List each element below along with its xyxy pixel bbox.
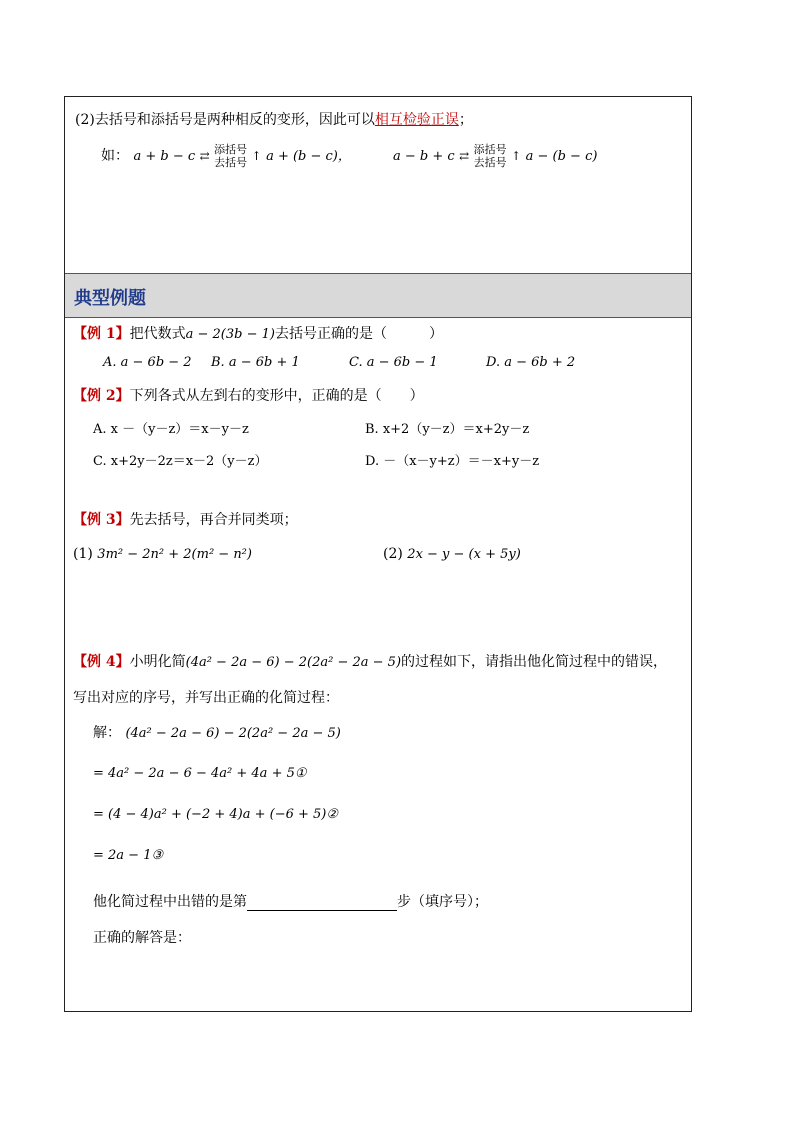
example-1-tag: 【例 1】 (73, 326, 130, 342)
example-line-2 (393, 143, 597, 169)
ex1-double-arrow-icon: ⇄ (199, 149, 210, 163)
note-prefix: (2)去括号和添括号是两种相反的变形，因此可以 (75, 112, 375, 128)
solution-step-1: = 4a² − 2a − 6 − 4a² + 4a + 5① (93, 766, 307, 781)
example-3-stem (73, 509, 298, 529)
example-2-option-b: B. x+2（y－z）＝x+2y－z (365, 422, 530, 437)
note-highlight: 相互检验正误 (374, 112, 459, 128)
ex2-left-expr: a − b + c (393, 149, 455, 164)
example-4-stem-a: 小明化简 (129, 654, 186, 670)
q2-label: (2) (383, 546, 403, 562)
example-2-tag: 【例 2】 (73, 388, 130, 404)
example-4-stem (73, 651, 667, 671)
example-4-tag: 【例 4】 (73, 654, 130, 670)
example-4-stem-line-2: 写出对应的序号，并写出正确的化简过程： (73, 690, 339, 706)
ex1-up-arrow-icon: ↑ (251, 149, 262, 163)
ex1-right-expr: a + (b − c)， (266, 149, 351, 164)
q1-label: (1) (73, 546, 93, 562)
example-1-option-c: C. a − 6b − 1 (349, 355, 438, 370)
ex2-up-arrow-icon: ↑ (511, 149, 522, 163)
example-1-stem (73, 323, 443, 343)
ex2-right-expr: a − (b − c) (525, 149, 598, 164)
example-2-option-d: D. －（x－y+z）＝－x+y－z (365, 454, 540, 469)
example-1-option-d: D. a − 6b + 2 (486, 355, 576, 370)
solution-label: 解： (93, 725, 121, 741)
ex1-bottom-label: 去括号 (214, 156, 248, 169)
example-2-stem-text: 下列各式从左到右的变形中，正确的是（ ） (129, 388, 424, 404)
solution-line (93, 722, 341, 742)
ex2-bottom-label: 去括号 (473, 156, 507, 169)
answer-blank[interactable] (247, 896, 397, 911)
correct-answer-label: 正确的解答是： (93, 930, 191, 946)
q1-expr: 3m² − 2n² + 2(m² − n²) (97, 547, 252, 562)
ex2-top-label: 添括号 (473, 143, 507, 156)
example-3-stem-text: 先去括号，再合并同类项； (129, 512, 298, 528)
example-2-option-c: C. x+2y－2z＝x－2（y－z） (93, 454, 268, 469)
example-3-question-1 (73, 546, 252, 562)
error-step-question (93, 891, 488, 911)
solution-step-3: = 2a − 1③ (93, 848, 164, 863)
section-header (65, 273, 691, 318)
note-line (75, 109, 473, 129)
content-frame (64, 96, 692, 1012)
example-4-stem-b: 的过程如下，请指出他化简过程中的错误， (401, 654, 668, 670)
section-title: 典型例题 (74, 288, 146, 309)
example-1-option-a: A. a − 6b − 2 (103, 355, 192, 370)
ex2-operation-labels (474, 143, 507, 169)
ex1-left-expr: a + b − c (133, 149, 196, 164)
error-step-prefix: 他化简过程中出错的是第 (93, 894, 247, 910)
example-4-expr: (4a² − 2a − 6) − 2(2a² − 2a − 5) (185, 655, 402, 670)
example-line-1 (101, 143, 351, 169)
solution-step-2: = (4 − 4)a² + (−2 + 4)a + (−6 + 5)② (93, 807, 339, 822)
example-2-option-a: A. x －（y－z）＝x－y－z (93, 422, 249, 437)
ex2-double-arrow-icon: ⇄ (459, 149, 470, 163)
example-3-question-2 (383, 546, 521, 562)
example-1-stem-a: 把代数式 (129, 326, 186, 342)
error-step-suffix: 步（填序号）； (397, 894, 488, 910)
example-1-stem-b: 去括号正确的是（ ） (274, 326, 443, 342)
ex1-operation-labels (214, 143, 247, 169)
q2-expr: 2x − y − (x + 5y) (407, 547, 521, 562)
example-label: 如： (101, 148, 129, 164)
note-suffix: ； (458, 112, 473, 128)
example-1-option-b: B. a − 6b + 1 (211, 355, 300, 370)
ex1-top-label: 添括号 (214, 143, 248, 156)
example-1-expr: a − 2(3b − 1) (185, 327, 275, 342)
example-3-tag: 【例 3】 (73, 512, 130, 528)
solution-expr: (4a² − 2a − 6) − 2(2a² − 2a − 5) (125, 726, 341, 741)
example-2-stem (73, 385, 424, 405)
